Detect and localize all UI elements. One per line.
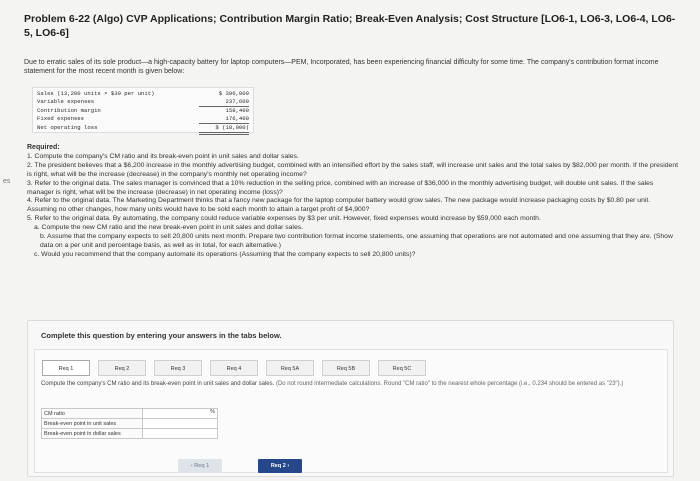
statement-amount: 176,400 (199, 115, 249, 124)
statement-amount: 237,600 (199, 98, 249, 107)
answer-table (41, 408, 218, 439)
break-even-units-input[interactable] (145, 419, 207, 428)
required-item: 4. Refer to the original data. The Marketing Department thinks that a fancy new package for the laptop computer battery would grow sales. The new package would increase packaging costs by $0.80 per unit. Assuming no other changes, how many units would have to be sold each month to attain a target profit of $4,900? (27, 197, 651, 214)
row-label: Break-even point in unit sales (42, 419, 143, 429)
prev-req-button[interactable]: ‹ Req 1 (178, 459, 222, 473)
tab-bar (42, 360, 434, 376)
statement-amount: $ (18,000) (199, 124, 249, 135)
edge-mark: es (3, 178, 11, 185)
required-subitem: a. Compute the new CM ratio and the new break-even point in unit sales and dollar sales. (34, 224, 304, 232)
break-even-dollars-cell (143, 429, 218, 439)
required-item: 1. Compute the company's CM ratio and its break-even point in unit sales and dollar sales. (27, 152, 299, 160)
break-even-dollars-input[interactable] (145, 429, 207, 438)
tab-req-5a[interactable]: Req 5A (266, 360, 314, 376)
required-section (27, 144, 679, 260)
table-row (42, 409, 218, 419)
income-statement (32, 87, 254, 133)
tab-content (41, 380, 651, 468)
required-item: 5. Refer to the original data. By automating, the company could reduce variable expenses by $3 per unit. However, fixed expenses would increase by $59,000 each month. (27, 215, 541, 223)
row-label: Break-even point in dollar sales (42, 429, 143, 439)
statement-label: Contribution margin (37, 107, 101, 114)
table-row (42, 419, 218, 429)
tab-req-1[interactable]: Req 1 (42, 360, 90, 376)
tab-container (34, 349, 668, 473)
next-req-button[interactable]: Req 2 › (258, 459, 302, 473)
panel-instruction: Complete this question by entering your answers in the tabs below. (41, 331, 282, 340)
statement-row-net (37, 124, 249, 135)
tab-req-3[interactable]: Req 3 (154, 360, 202, 376)
tab-req-5c[interactable]: Req 5C (378, 360, 426, 376)
tab-instruction-text: Compute the company's CM ratio and its break-even point in unit sales and dollar sales. (41, 381, 275, 387)
statement-label: Sales (13,200 units × $30 per unit) (37, 90, 155, 97)
percent-suffix: % (210, 409, 215, 415)
statement-label: Fixed expenses (37, 115, 84, 122)
required-subitem: b. Assume that the company expects to sell 20,800 units next month. Prepare two contribution format income statements, one assuming that operations are not automated and one assuming that they are. (Show data on a per unit and percentage basis, as well as in total, for each alternative.) (40, 233, 673, 249)
break-even-units-cell (143, 419, 218, 429)
tab-instruction-note: (Do not round intermediate calculations. Round "CM ratio" to the nearest whole percentage (i.e., 0.234 should be entered as "23").) (275, 381, 624, 387)
problem-title: Problem 6-22 (Algo) CVP Applications; Contribution Margin Ratio; Break-Even Analysis; Cost Structure [LO6-1, LO6-3, LO6-4, LO6-5, LO6-6] (24, 13, 676, 39)
required-subitem: c. Would you recommend that the company automate its operations (Assuming that the company expects to sell 20,800 units)? (34, 250, 416, 258)
statement-label: Variable expenses (37, 98, 95, 105)
tab-req-2[interactable]: Req 2 (98, 360, 146, 376)
cm-ratio-input[interactable] (145, 409, 207, 418)
statement-row-sales (37, 90, 249, 98)
statement-row-fixed (37, 115, 249, 124)
row-label: CM ratio (42, 409, 143, 419)
statement-label: Net operating loss (37, 124, 98, 131)
tab-req-4[interactable]: Req 4 (210, 360, 258, 376)
cm-ratio-cell (143, 409, 218, 419)
required-heading: Required: (27, 144, 60, 151)
statement-row-cm (37, 107, 249, 115)
table-row (42, 429, 218, 439)
required-item: 2. The president believes that a $6,200 increase in the monthly advertising budget, combined with an intensified effort by the sales staff, will increase unit sales and the total sales by $82,000 per month. If the president is right, what will be the increase (decrease) in the company's monthly net operating income? (27, 161, 679, 178)
statement-amount: $ 396,000 (218, 90, 249, 97)
intro-text: Due to erratic sales of its sole product—a high-capacity battery for laptop computers—PEM, Incorporated, has been experiencing financial difficulty for some time. The company's contribution format income statement for the most recent month is given below: (24, 59, 659, 75)
statement-row-variable (37, 98, 249, 107)
required-item: 3. Refer to the original data. The sales manager is convinced that a 10% reduction in the selling price, combined with an increase of $36,000 in the monthly advertising budget, will double unit sales. If the sales manager is right, what will be the increase (decrease) in net operating income (loss)? (27, 179, 654, 196)
answer-panel (27, 320, 674, 477)
tab-instruction (41, 380, 651, 388)
statement-amount: 158,400 (225, 107, 249, 114)
tab-req-5b[interactable]: Req 5B (322, 360, 370, 376)
